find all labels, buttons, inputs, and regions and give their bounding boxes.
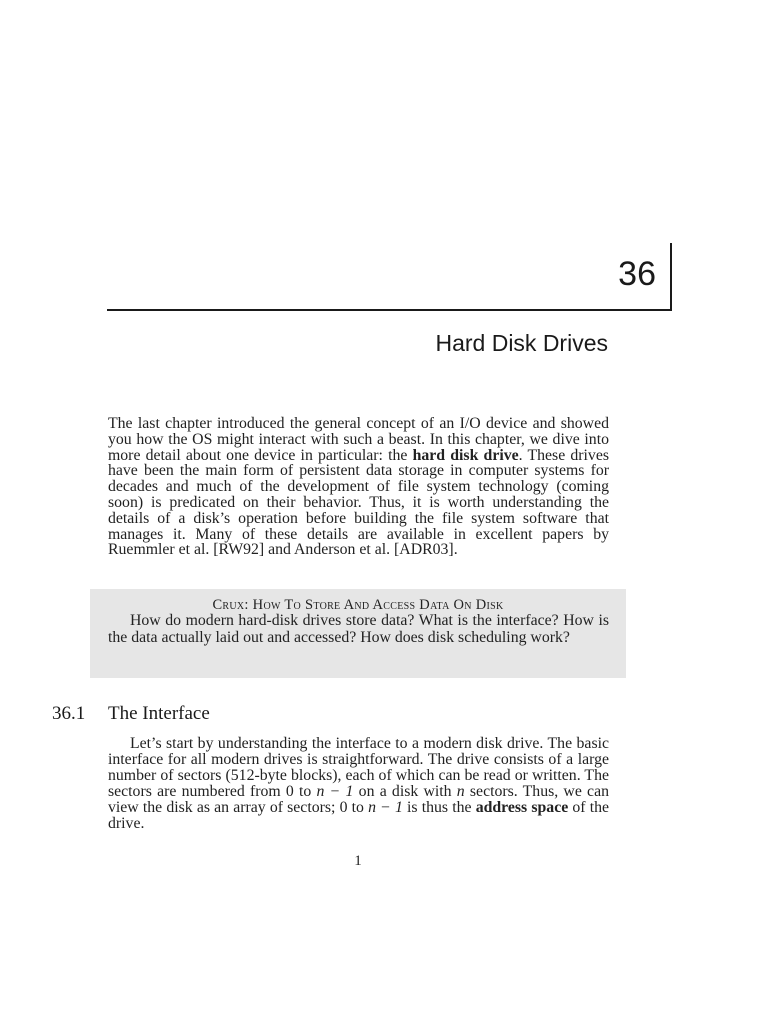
chapter-number: 36: [618, 255, 656, 293]
section-title: The Interface: [108, 703, 210, 724]
chapter-vertical-rule: [670, 243, 672, 310]
section-text-e: to: [347, 798, 369, 816]
crux-box: [90, 589, 626, 678]
math-n-minus-one: n − 1: [316, 782, 354, 800]
math-n-minus-one: n − 1: [368, 798, 403, 816]
page-number: 1: [354, 853, 362, 869]
chapter-title: Hard Disk Drives: [435, 330, 608, 356]
section-text-f: is thus the: [402, 798, 476, 816]
chapter-horizontal-rule: [107, 309, 672, 311]
section-text-b: to: [293, 782, 317, 800]
crux-body: How do modern hard-disk drives store data? What is the interface? How is the data actually laid out and accessed? How does disk scheduling work?: [108, 612, 609, 646]
intro-text-part1: The last chapter introduced the general concept of an I/O device and showed you how the OS might interact with such a beast. In this chapter, we dive into more detail about one device in particular: the: [108, 415, 609, 464]
section-number: 36.1: [52, 703, 86, 724]
section-text-d: sectors. Thus, we can view the disk as an array of sectors;: [108, 782, 609, 816]
section-text-g: of the drive.: [108, 798, 610, 832]
section-paragraph: [108, 736, 609, 831]
math-zero: 0: [285, 782, 294, 800]
section-text-c: on a disk with: [353, 782, 457, 800]
crux-title: Crux: How To Store And Access Data On Disk: [212, 597, 504, 613]
math-zero: 0: [339, 798, 348, 816]
intro-bold-term: hard disk drive: [412, 446, 519, 464]
section-bold-term: address space: [475, 798, 569, 816]
section-text-a: Let’s start by understanding the interface to a modern disk drive. The basic interface for all modern drives is straightforward. The drive consists of a large number of sectors (512-byte blocks), each of which can be read or written. The sectors are numbered from: [108, 735, 609, 800]
intro-paragraph: [108, 416, 609, 558]
intro-text-part2: . These drives have been the main form of persistent data storage in computer systems for decades and much of the development of file system technology (coming soon) is predicated on their behavior. Thus, it is worth understanding the details of a disk’s operation before building the file system software that manages it. Many of these details are available in excellent papers by Ruemmler et al. [RW92] and Anderson et al. [ADR03].: [108, 446, 609, 559]
math-n: n: [456, 782, 465, 800]
